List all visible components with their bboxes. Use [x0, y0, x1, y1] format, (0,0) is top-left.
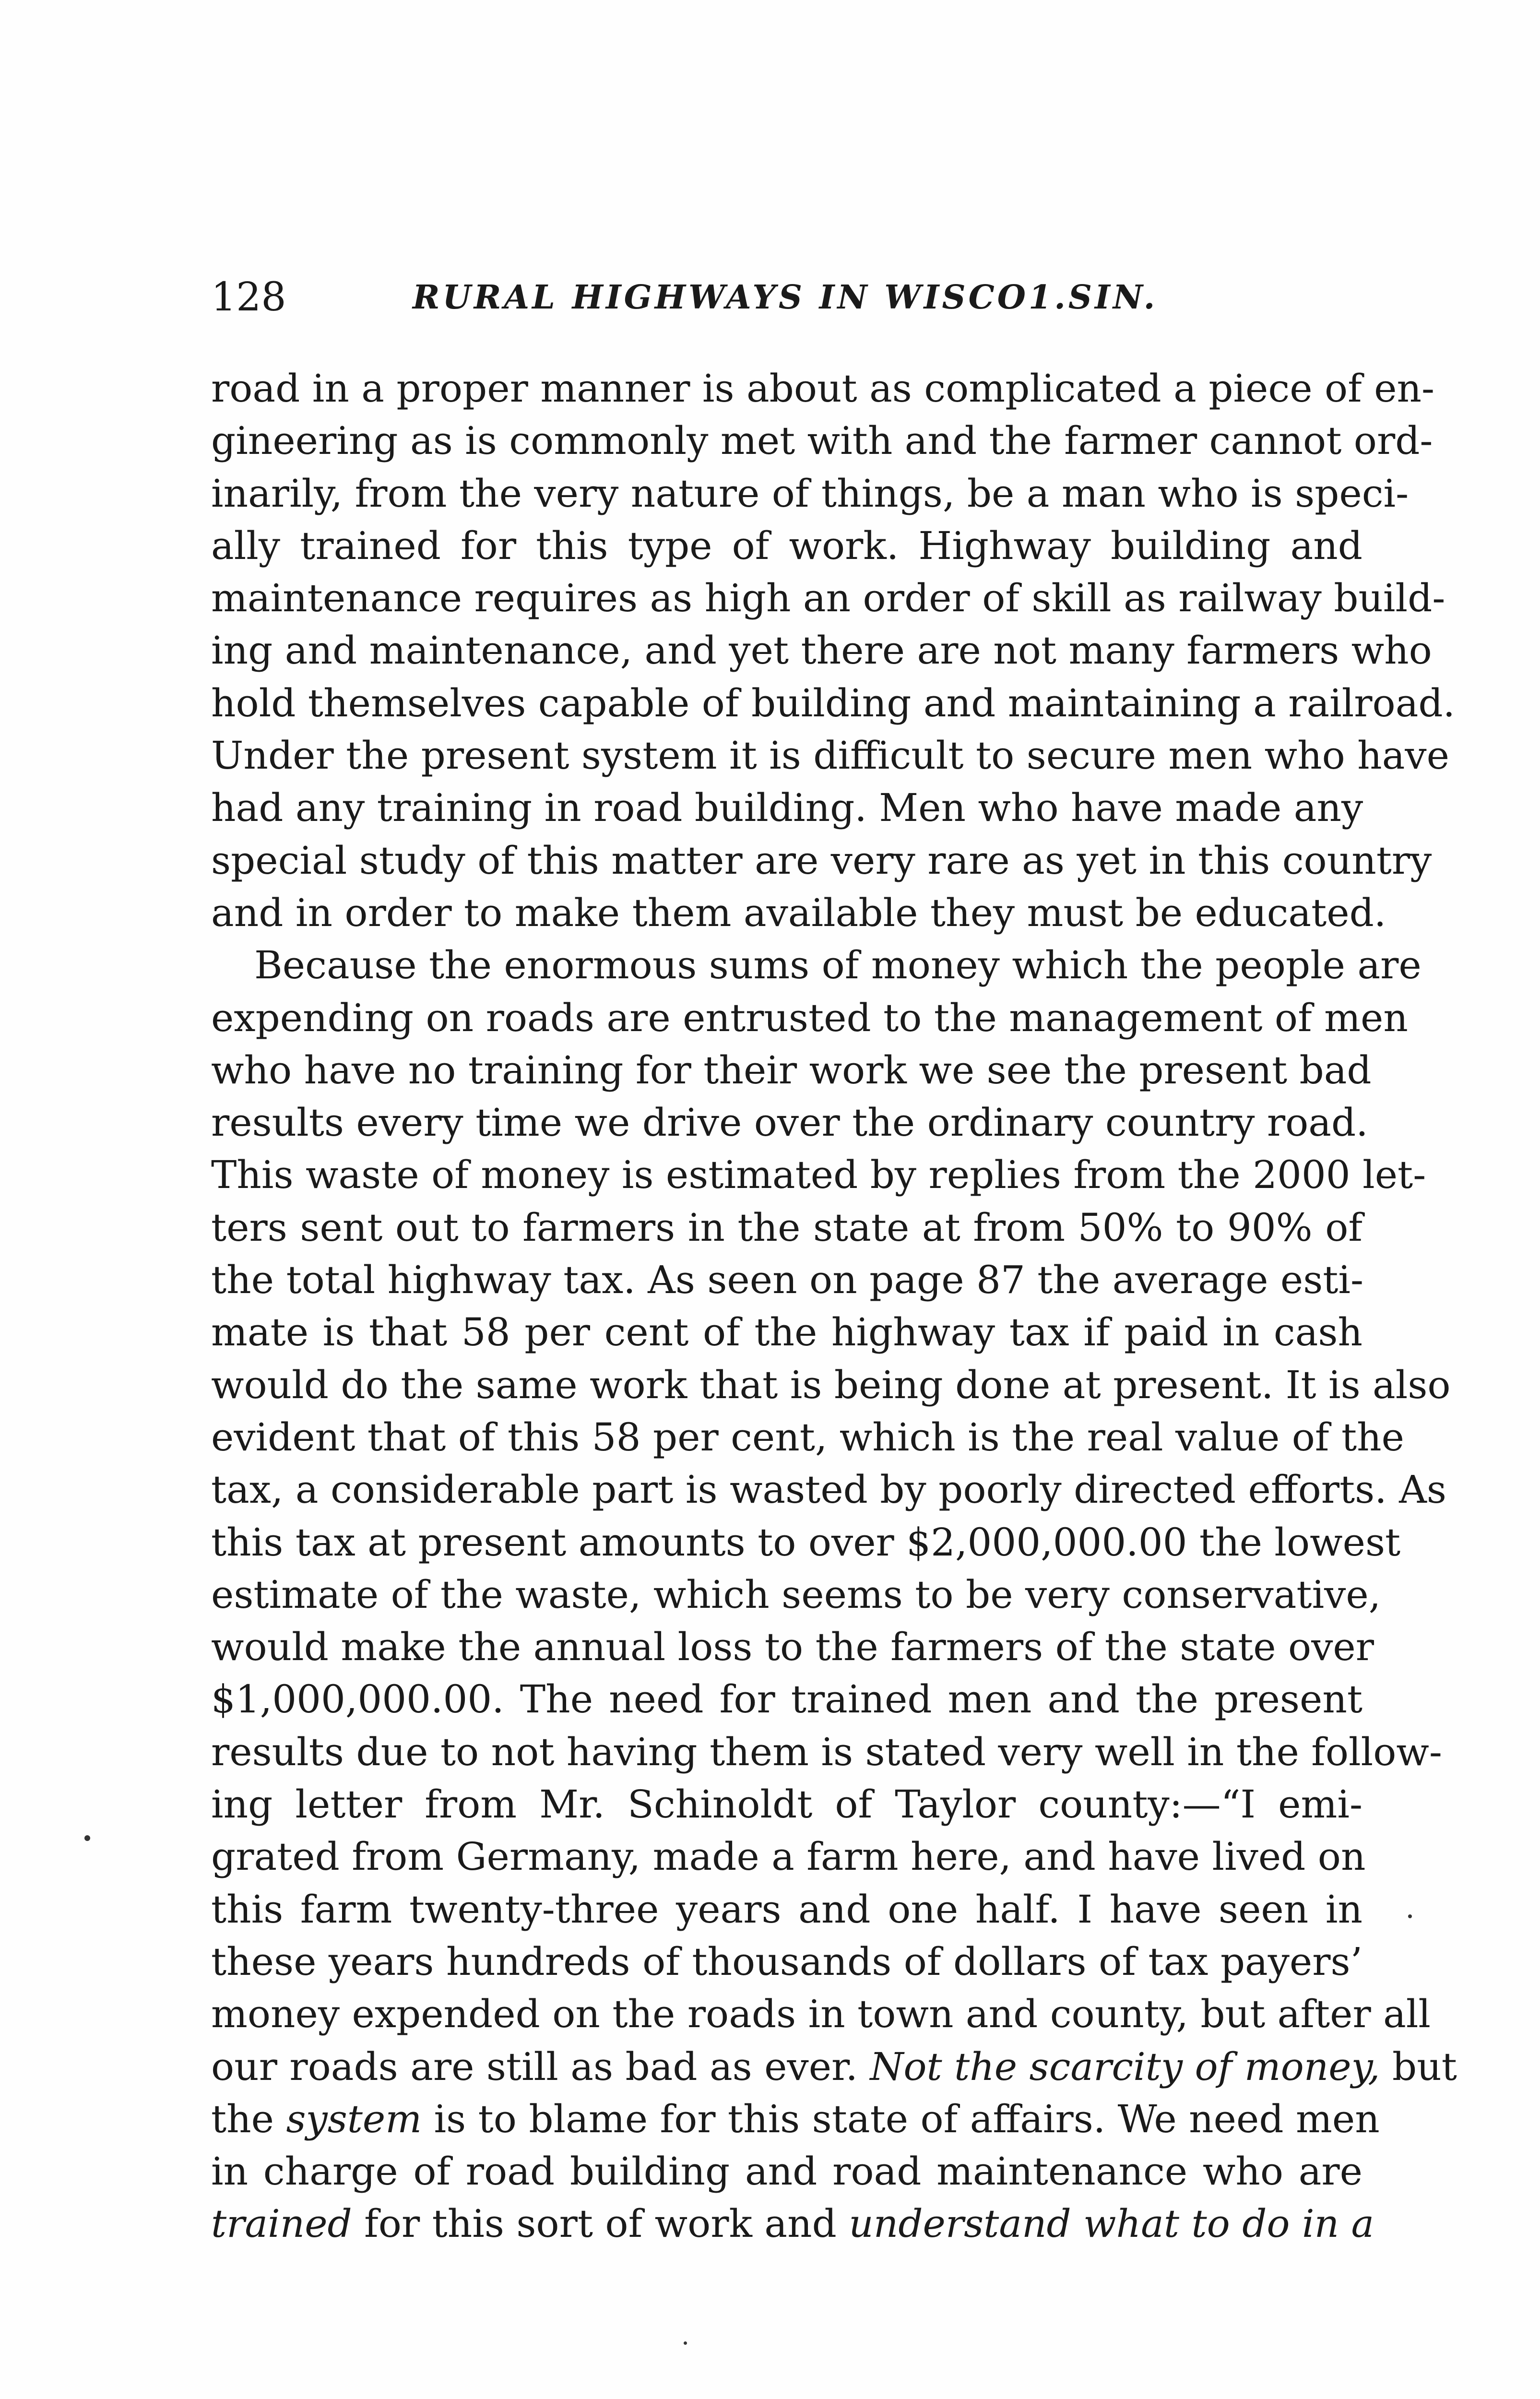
- text-line: Under the present system it is difficult to secure men who have: [211, 733, 1449, 778]
- plain-text: but: [1380, 2044, 1457, 2089]
- text-line: grated from Germany, made a farm here, and have lived on: [211, 1834, 1366, 1879]
- ink-speck: [684, 2341, 687, 2345]
- running-head: [211, 269, 1362, 326]
- text-line: results due to not having them is stated very well in the follow-: [211, 1729, 1442, 1774]
- text-line: ing letter from Mr. Schinoldt of Taylor county:—“I emi-: [211, 1782, 1362, 1827]
- text-line: estimate of the waste, which seems to be very conservative,: [211, 1572, 1381, 1617]
- text-line: in charge of road building and road maintenance who are: [211, 2149, 1362, 2194]
- text-line: who have no training for their work we see the present bad: [211, 1047, 1372, 1093]
- plain-text: for this sort of work and: [352, 2201, 849, 2246]
- text-line: had any training in road building. Men who have made any: [211, 785, 1363, 831]
- text-line: inarily, from the very nature of things, be a man who is speci-: [211, 471, 1409, 516]
- italic-text: understand what to do in a: [849, 2201, 1374, 2246]
- text-line: gineering as is commonly met with and the farmer cannot ord-: [211, 418, 1433, 463]
- text-line: This waste of money is estimated by replies from the 2000 let-: [211, 1152, 1426, 1198]
- text-line: expending on roads are entrusted to the management of men: [211, 995, 1408, 1040]
- text-line: road in a proper manner is about as complicated a piece of en-: [211, 366, 1435, 411]
- italic-text: trained: [211, 2201, 352, 2246]
- plain-text: our roads are still as bad as ever.: [211, 2044, 870, 2089]
- body-text: [211, 362, 1457, 2250]
- text-line: this farm twenty-three years and one half. I have seen in: [211, 1887, 1362, 1932]
- text-line-mixed: [211, 2041, 1457, 2093]
- text-line: Because the enormous sums of money which the people are: [254, 943, 1422, 988]
- text-line: ing and maintenance, and yet there are not many farmers who: [211, 628, 1432, 673]
- text-line: evident that of this 58 per cent, which is the real value of the: [211, 1414, 1404, 1460]
- text-line: hold themselves capable of building and maintaining a railroad.: [211, 680, 1456, 725]
- text-line: mate is that 58 per cent of the highway tax if paid in cash: [211, 1310, 1362, 1355]
- text-line: this tax at present amounts to over $2,000,000.00 the lowest: [211, 1520, 1401, 1565]
- plain-text: is to blame for this state of affairs. We need men: [422, 2096, 1380, 2141]
- text-line: would do the same work that is being done at present. It is also: [211, 1362, 1451, 1407]
- text-line: and in order to make them available they must be educated.: [211, 890, 1386, 935]
- text-line: ters sent out to farmers in the state at from 50% to 90% of: [211, 1205, 1362, 1250]
- text-line: results every time we drive over the ordinary country road.: [211, 1100, 1368, 1145]
- ink-speck: [84, 1835, 90, 1841]
- ink-speck: [1408, 1914, 1412, 1918]
- text-line: $1,000,000.00. The need for trained men and the present: [211, 1677, 1362, 1722]
- running-title: RURAL HIGHWAYS IN WISCO1.SIN.: [413, 278, 1158, 317]
- plain-text: the: [211, 2096, 286, 2141]
- text-line: money expended on the roads in town and county, but after all: [211, 1992, 1431, 2037]
- text-line-mixed: [211, 2093, 1380, 2145]
- italic-text: Not the scarcity of money,: [870, 2044, 1380, 2089]
- italic-text: system: [286, 2096, 422, 2141]
- text-line: tax, a considerable part is wasted by poorly directed efforts. As: [211, 1467, 1446, 1512]
- page-number: 128: [211, 274, 286, 320]
- text-line: maintenance requires as high an order of skill as railway build-: [211, 576, 1445, 621]
- text-line: the total highway tax. As seen on page 87 the average esti-: [211, 1258, 1364, 1303]
- text-line-mixed: [211, 2197, 1374, 2250]
- text-line: special study of this matter are very rare as yet in this country: [211, 838, 1432, 883]
- text-line: would make the annual loss to the farmers of the state over: [211, 1625, 1374, 1670]
- text-line: ally trained for this type of work. Highway building and: [211, 523, 1362, 568]
- text-line: these years hundreds of thousands of dollars of tax payers’: [211, 1939, 1362, 1984]
